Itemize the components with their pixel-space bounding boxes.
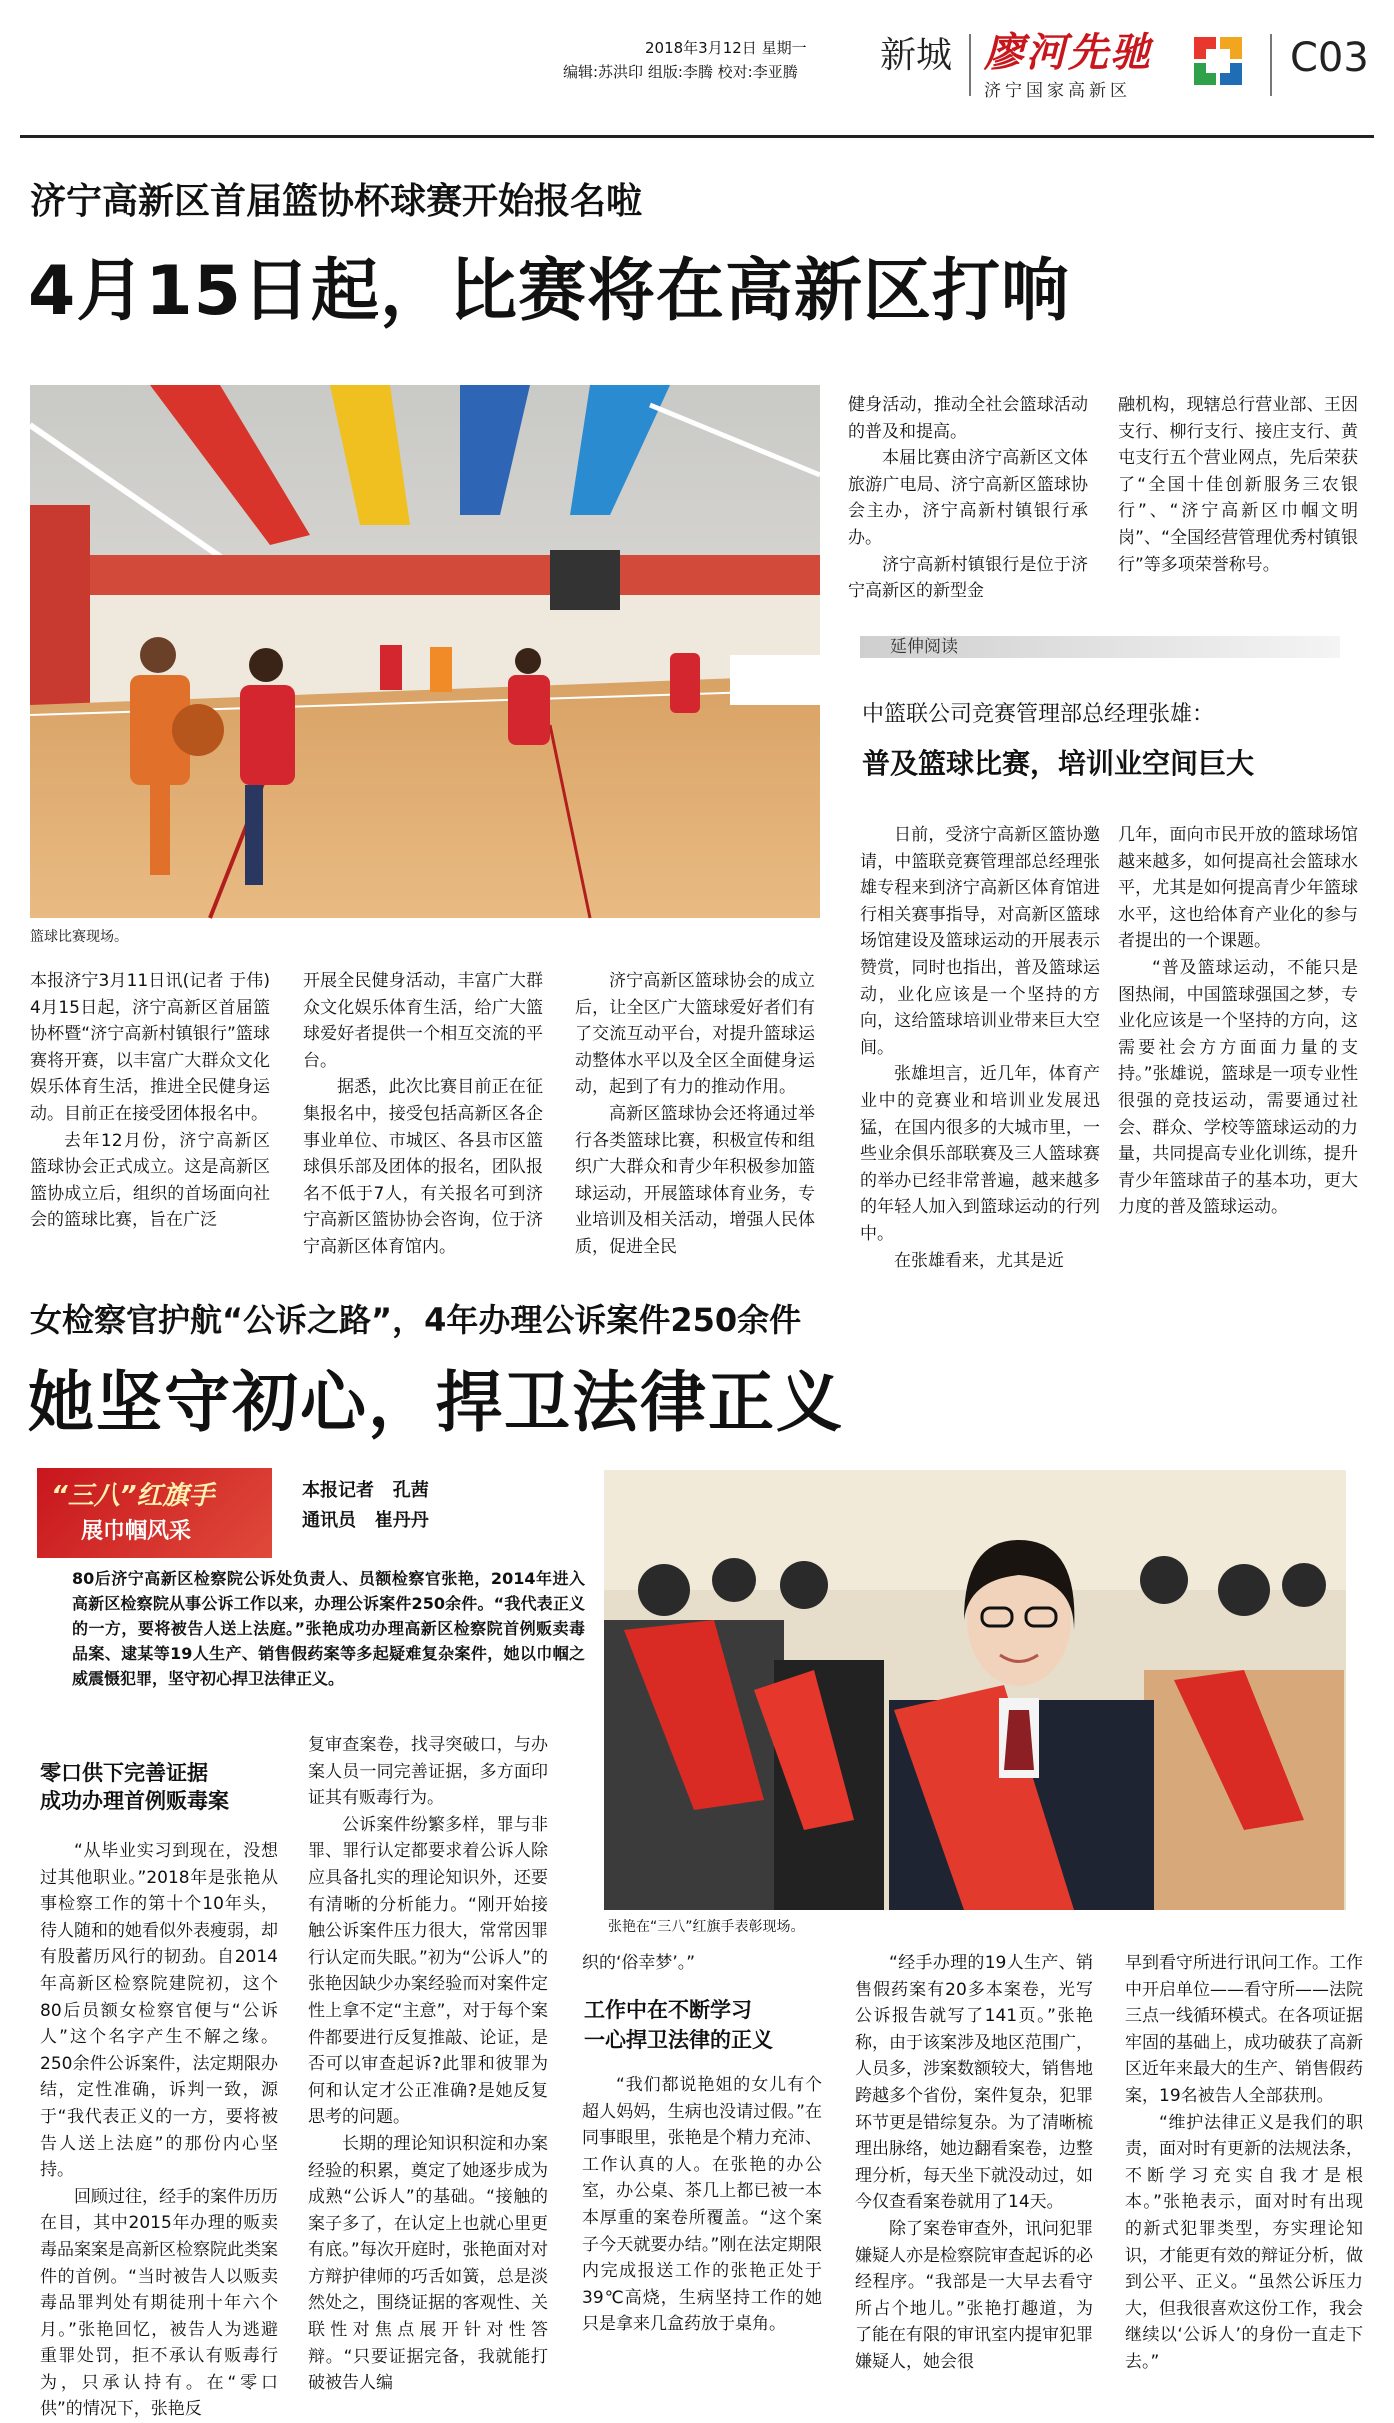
sidebar-col1-p1: 日前，受济宁高新区篮协邀请，中篮联竞赛管理部总经理张雄专程来到济宁高新区体育馆进行相关赛事指导，对高新区篮球场馆建设及篮球运动的开展表示赞赏，同时也指出，普及篮球运动，业化应该是一个坚持的方向，这给篮球培训业带来巨大空间。 bbox=[860, 825, 1100, 1058]
story2-col3-top-text: 织的‘俗幸梦’。” bbox=[582, 1953, 696, 1973]
sidebar-col1-p3: 在张雄看来，尤其是近 bbox=[894, 1250, 1064, 1271]
sidebar-col1-p2: 张雄坦言，近几年，体育产业中的竞赛业和培训业发展迅猛，在国内很多的大城市里，一些业余俱乐部联赛及三人篮球赛的举办已经非常普遍，越来越多的年轻人加入到篮球运动的行列中。 bbox=[860, 1064, 1100, 1244]
story2-col2 bbox=[308, 1732, 548, 2394]
story1-col4-p3: 济宁高新村镇银行是位于济宁高新区的新型金 bbox=[848, 554, 1088, 602]
paper-subtitle: 济宁国家高新区 bbox=[984, 81, 1131, 101]
story2-kicker: 女检察官护航“公诉之路”，4年办理公诉案件250余件 bbox=[30, 1301, 802, 1339]
story1-col4-p1: 健身活动，推动全社会篮球活动的普及和提高。 bbox=[848, 395, 1088, 442]
sidebar-headline: 普及篮球比赛，培训业空间巨大 bbox=[862, 747, 1255, 780]
story2-col1 bbox=[40, 1838, 278, 2420]
story1-photo-caption: 篮球比赛现场。 bbox=[30, 929, 128, 945]
page-number: C03 bbox=[1290, 35, 1369, 81]
basketball-photo bbox=[30, 385, 820, 918]
story2-col4 bbox=[855, 1950, 1093, 2372]
story2-intro-text: 80后济宁高新区检察院公诉处负责人、员额检察官张艳，2014年进入高新区检察院从事公诉工作以来，办理公诉案件250余件。“我代表正义的一方，要将被告人送上法庭。”张艳成功办理高新区检察院首例贩卖毒品案、逮某等19人生产、销售假药案等多起疑难复杂案件，她以巾帼之威震慑犯罪，坚守初心捍卫法律正义。 bbox=[72, 1569, 585, 1688]
story2-subhead2-line2: 一心捍卫法律的正义 bbox=[584, 2028, 773, 2052]
sidebar-col2-p1: 几年，面向市民开放的篮球场馆越来越多，如何提高社会篮球水平，尤其是如何提高青少年篮球水平，这也给体育产业化的参与者提出的一个课题。 bbox=[1118, 825, 1358, 952]
story2-intro bbox=[72, 1566, 585, 1716]
badge-line2: 展巾帼风采 bbox=[81, 1519, 192, 1544]
story2-col2-p1: 复审查案卷，找寻突破口，与办案人员一同完善证据，多方面印证其有贩毒行为。 bbox=[308, 1735, 548, 1809]
story2-col2-p2: 公诉案件纷繁多样，罪与非罪、罪行认定都要求着公诉人除应具备扎实的理论知识外，还要有清晰的分析能力。“刚开始接触公诉案件压力很大，常常因罪行认定而失眠。”初为“公诉人”的张艳因缺少办案经验而对案件定性上拿不定“主意”，对于每个案件都要进行反复推敲、论证，是否可以审查起诉?此罪和彼罪为何和认定才公正准确?是她反复思考的问题。 bbox=[308, 1814, 548, 2128]
story1-col4-p2: 本届比赛由济宁高新区文体旅游广电局、济宁高新区篮球协会主办，济宁高新村镇银行承办。 bbox=[848, 448, 1088, 548]
story2-subhead1-line1: 零口供下完善证据 bbox=[40, 1761, 208, 1785]
story1-col1 bbox=[30, 968, 270, 1260]
sidebar-col2 bbox=[1118, 822, 1358, 1252]
badge-line1: “三八”红旗手 bbox=[51, 1481, 215, 1511]
story1-headline: 4月15日起，比赛将在高新区打响 bbox=[28, 252, 1070, 331]
story2-subhead2-line1: 工作中在不断学习 bbox=[584, 1998, 752, 2022]
story2-subhead1-line2: 成功办理首例贩毒案 bbox=[40, 1789, 229, 1813]
story1-col4 bbox=[848, 392, 1088, 604]
story1-col2 bbox=[303, 968, 543, 1260]
story1-col5 bbox=[1118, 392, 1358, 604]
masthead-rule bbox=[20, 135, 1374, 138]
story1-col3 bbox=[575, 968, 815, 1260]
story2-col3-p1: “我们都说艳姐的女儿有个超人妈妈，生病也没请过假。”在同事眼里，张艳是个精力充沛、工作认真的人。在张艳的办公室，办公桌、茶几上都已被一本本厚重的案卷所覆盖。“这个案子今天就要办结。”刚在法定期限内完成报送工作的张艳正处于39℃高烧，生病坚持工作的她只是拿来几盒药放于桌角。 bbox=[582, 2075, 822, 2335]
story2-col1-p1: “从毕业实习到现在，没想过其他职业。”2018年是张艳从事检察工作的第十个10年头，待人随和的她看似外表瘦弱，却有股蓄历风行的韧劲。自2014年高新区检察院建院初，这个80后员额女检察官便与“公诉人”这个名字产生不解之缘。250余件公诉案件，法定期限办结，定性准确，诉判一致，源于“我代表正义的一方，要将被告人送上法庭”的那份内心坚持。 bbox=[40, 1841, 278, 2181]
story1-col2-p1: 开展全民健身活动，丰富广大群众文化娱乐体育生活，给广大篮球爱好者提供一个相互交流的平台。 bbox=[303, 971, 543, 1071]
story1-kicker: 济宁高新区首届篮协杯球赛开始报名啦 bbox=[30, 181, 643, 222]
story1-col3-p1: 济宁高新区篮球协会的成立后，让全区广大篮球爱好者们有了交流互动平台，对提升篮球运动整体水平以及全区全面健身运动，起到了有力的推动作用。 bbox=[575, 971, 815, 1098]
paper-name-logo: 廖河先驰 bbox=[984, 29, 1152, 76]
sidebar-label: 延伸阅读 bbox=[890, 637, 958, 657]
story1-col3-p2: 高新区篮球协会还将通过举行各类篮球比赛，积极宣传和组织广大群众和青少年积极参加篮球运动，开展篮球体育业务，专业培训及相关活动，增强人民体质，促进全民 bbox=[575, 1103, 815, 1257]
story1-col1-p2: 去年12月份，济宁高新区篮球协会正式成立。这是高新区篮协成立后，组织的首场面向社会的篮球比赛，旨在广泛 bbox=[30, 1130, 270, 1231]
sidebar-col1 bbox=[860, 822, 1100, 1271]
feature-badge bbox=[37, 1468, 272, 1558]
story2-col3 bbox=[582, 2072, 822, 2368]
story2-col3-top bbox=[582, 1950, 822, 1978]
story2-col5 bbox=[1125, 1950, 1363, 2372]
sidebar-col2-p2: “普及篮球运动，不能只是图热闹，中国篮球强国之梦，专业化应该是一个坚持的方向，这需要社会方方面面力量的支持。”张雄说，篮球是一项专业性很强的竞技运动，需要通过社会、群众、学校等篮球运动的力量，共同提高专业化训练，提升青少年篮球苗子的基本功，更大力度的普及篮球运动。 bbox=[1118, 957, 1358, 1218]
brand-square-icon bbox=[1194, 37, 1242, 85]
court-photo bbox=[604, 1470, 1346, 1910]
byline-reporter: 本报记者 孔茜 bbox=[302, 1480, 429, 1501]
masthead-divider bbox=[969, 34, 971, 96]
editors-line: 编辑:苏洪印 组版:李腾 校对:李亚腾 bbox=[563, 63, 798, 81]
story2-col5-p2: “维护法律正义是我们的职责，面对时有更新的法规法条，不断学习充实自我才是根本。”张艳表示，面对时有出现的新式犯罪类型，夯实理论知识，才能更有效的辩证分析，做到公平、正义。“虽然公诉压力大，但我很喜欢这份工作，我会继续以‘公诉人’的身份一直走下去。” bbox=[1125, 2112, 1363, 2372]
section-name: 新城 bbox=[880, 35, 953, 76]
story2-photo-caption: 张艳在“三八”红旗手表彰现场。 bbox=[608, 1919, 805, 1935]
story1-col5-p1: 融机构，现辖总行营业部、王因支行、柳行支行、接庄支行、黄屯支行五个营业网点，先后荣获了“全国十佳创新服务三农银行”、“济宁高新区巾帼文明岗”、“全国经营管理优秀村镇银行”等多项荣誉称号。 bbox=[1118, 395, 1358, 575]
sidebar-kicker: 中篮联公司竞赛管理部总经理张雄： bbox=[862, 702, 1215, 727]
story1-col1-p1: 本报济宁3月11日讯(记者 于伟) 4月15日起，济宁高新区首届篮协杯暨“济宁高新村镇银行”篮球赛将开赛，以丰富广大群众文化娱乐体育生活，推进全民健身运动。目前正在接受团体报名中。 bbox=[30, 971, 270, 1124]
story1-col2-p2: 据悉，此次比赛目前正在征集报名中，接受包括高新区各企事业单位、市城区、各县市区篮球俱乐部及团体的报名，团队报名不低于7人，有关报名可到济宁高新区篮协协会咨询，位于济宁高新区体育馆内。 bbox=[303, 1077, 543, 1257]
story2-col5-p1: 早到看守所进行讯问工作。工作中开启单位——看守所——法院三点一线循环模式。在各项证据牢固的基础上，成功破获了高新区近年来最大的生产、销售假药案，19名被告人全部获刑。 bbox=[1125, 1953, 1363, 2106]
story2-col1-p2: 回顾过往，经手的案件历历在目，其中2015年办理的贩卖毒品案案是高新区检察院此类案件的首例。“当时被告人以贩卖毒品罪判处有期徒刑十年六个月。”张艳回忆，被告人为逃避重罪处罚，拒不承认有贩毒行为，只承认持有。在“零口供”的情况下，张艳反 bbox=[40, 2186, 278, 2420]
story2-headline: 她坚守初心，捍卫法律正义 bbox=[28, 1364, 844, 1441]
story2-col4-p1: “经手办理的19人生产、销售假药案有20多本案卷，光写公诉报告就写了141页。”张艳称，由于该案涉及地区范围广，人员多，涉案数额较大，销售地跨越多个省份，案件复杂，犯罪环节更是错综复杂。为了清晰梳理出脉络，她边翻看案卷，边整理分析，每天坐下就没动过，如今仅查看案卷就用了14天。 bbox=[855, 1953, 1093, 2213]
story2-col4-p2: 除了案卷审查外，讯问犯罪嫌疑人亦是检察院审查起诉的必经程序。“我部是一大早去看守所占个地儿。”张艳打趣道，为了能在有限的审讯室内提审犯罪嫌疑人，她会很 bbox=[855, 2218, 1093, 2372]
masthead-divider-2 bbox=[1270, 34, 1272, 96]
issue-date: 2018年3月12日 星期一 bbox=[645, 39, 807, 57]
byline-correspondent: 通讯员 崔丹丹 bbox=[302, 1510, 429, 1531]
story2-col2-p3: 长期的理论知识积淀和办案经验的积累，奠定了她逐步成为成熟“公诉人”的基础。“接触的案子多了，在认定上也就心里更有底。”每次开庭时，张艳面对对方辩护律师的巧舌如簧，总是淡然处之，围绕证据的客观性、关联性对焦点展开针对性答辩。“只要证据完备，我就能打破被告人编 bbox=[308, 2133, 548, 2394]
